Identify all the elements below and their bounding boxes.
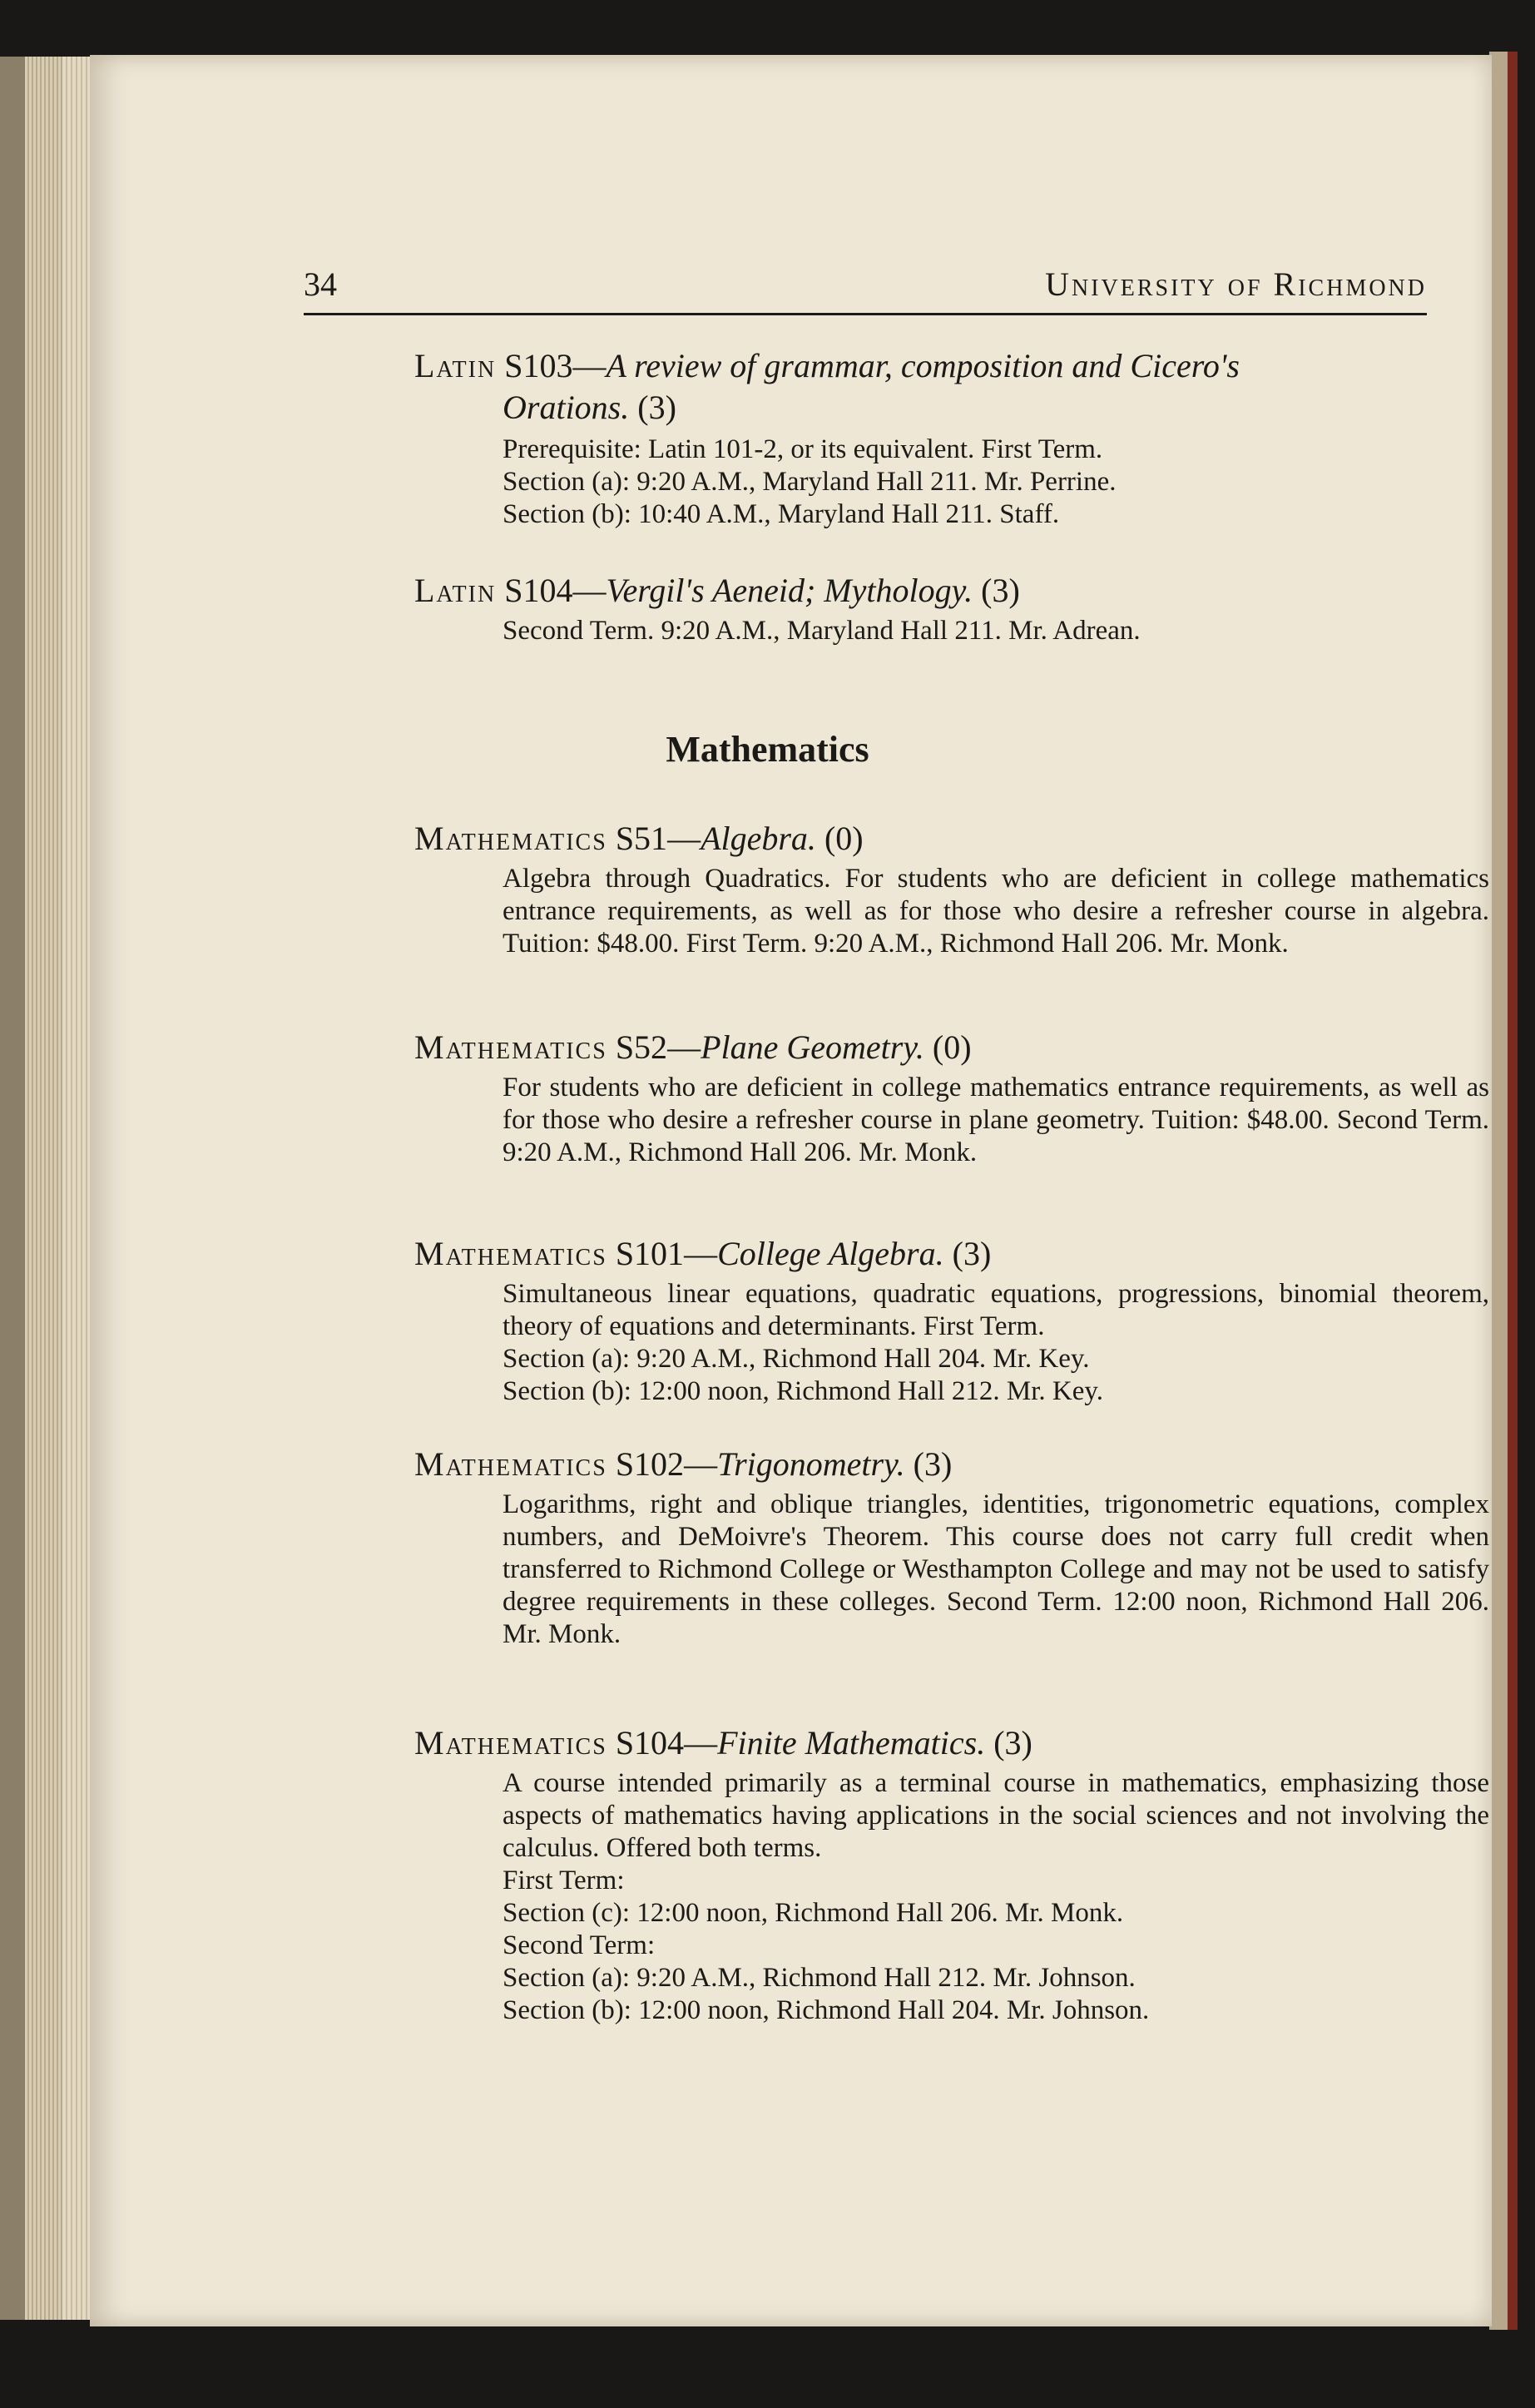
course-entry-math-s104 (416, 1722, 1489, 2027)
course-credits: (3) (981, 572, 1020, 609)
course-entry-latin-s103 (416, 345, 1489, 531)
course-separator: — (684, 1235, 718, 1272)
course-title-line-2 (503, 387, 1489, 429)
term-label-first: First Term: (503, 1865, 625, 1895)
course-separator: — (572, 572, 607, 609)
course-entry-math-s102 (416, 1444, 1489, 1651)
description-text: A course intended primarily as a terminal course in mathematics, emphasizing those aspects of mathematics having applications in the social sciences and not involving the calculus. Offered both terms. (503, 1768, 1489, 1863)
page-edges-left (25, 57, 62, 2320)
course-entry-math-s101 (416, 1233, 1489, 1408)
course-number: S51 (615, 820, 668, 857)
course-title: Trigonometry. (717, 1445, 905, 1483)
course-entry-math-s51 (416, 818, 1489, 960)
course-credits: (3) (637, 389, 676, 426)
course-number: S102 (615, 1445, 685, 1483)
detail-line: Section (a): 9:20 A.M., Richmond Hall 212. Mr. Johnson. (503, 1963, 1136, 1993)
description-text: Simultaneous linear equations, quadratic equations, progressions, binomial theorem, theory of equations and determinants. First Term. (503, 1279, 1489, 1341)
course-description (503, 863, 1489, 960)
course-title: Algebra. (701, 820, 816, 857)
page-number: 34 (304, 265, 337, 303)
course-dept: Mathematics (414, 1445, 607, 1483)
page-header (304, 265, 1427, 315)
course-separator: — (667, 820, 701, 857)
header-rule (304, 313, 1427, 315)
description-text: Algebra through Quadratics. For students who are deficient in college mathematics entrance requirements, as well as for those who desire a refresher course in algebra. Tuition: $48.00. First Term. 9:20 A.M., Richmond Hall 206. Mr. Monk. (503, 864, 1489, 959)
course-entry-latin-s104 (416, 570, 1489, 647)
term-label-second: Second Term: (503, 1930, 656, 1960)
course-dept: Latin (414, 572, 497, 609)
course-credits: (3) (913, 1445, 953, 1483)
detail-line: Section (b): 10:40 A.M., Maryland Hall 211. Staff. (503, 499, 1060, 529)
course-title-line (414, 1233, 1489, 1275)
book-cover-edge-right (1508, 52, 1518, 2330)
course-title-line (414, 1444, 1489, 1485)
course-dept: Latin (414, 347, 497, 384)
course-dept: Mathematics (414, 1235, 607, 1272)
detail-line: Second Term. 9:20 A.M., Maryland Hall 211. Mr. Adrean. (503, 616, 1141, 646)
course-separator: — (667, 1028, 701, 1066)
course-number: S101 (615, 1235, 685, 1272)
course-description (503, 1278, 1489, 1408)
section-heading-mathematics: Mathematics (666, 729, 869, 770)
course-dept: Mathematics (414, 1028, 607, 1066)
detail-line: Section (b): 12:00 noon, Richmond Hall 212. Mr. Key. (503, 1376, 1103, 1406)
course-title-cont: Orations. (503, 389, 630, 426)
course-title: College Algebra. (717, 1235, 944, 1272)
detail-line: Section (c): 12:00 noon, Richmond Hall 206. Mr. Monk. (503, 1898, 1124, 1928)
course-title-line (414, 818, 1489, 860)
course-separator: — (572, 347, 607, 384)
course-description (503, 1072, 1489, 1169)
course-separator: — (684, 1724, 718, 1761)
course-dept: Mathematics (414, 820, 607, 857)
book-cover-edge (0, 57, 25, 2320)
course-title: A review of grammar, composition and Cicero's (606, 347, 1240, 384)
course-title-line (414, 345, 1489, 387)
course-entry-math-s52 (416, 1027, 1489, 1169)
course-title-line (414, 570, 1489, 612)
page-edges-left-inner (62, 57, 92, 2320)
course-credits: (3) (952, 1235, 992, 1272)
detail-line: Section (a): 9:20 A.M., Maryland Hall 211. Mr. Perrine. (503, 467, 1117, 497)
course-title: Finite Mathematics. (717, 1724, 986, 1761)
course-title-line (414, 1027, 1489, 1068)
course-description (503, 1767, 1489, 2027)
course-title: Plane Geometry. (701, 1028, 924, 1066)
course-number: S104 (504, 572, 573, 609)
course-dept: Mathematics (414, 1724, 607, 1761)
detail-line: Prerequisite: Latin 101-2, or its equivalent. First Term. (503, 434, 1103, 464)
course-title: Vergil's Aeneid; Mythology. (606, 572, 973, 609)
course-credits: (0) (824, 820, 864, 857)
course-details (503, 615, 1489, 647)
course-separator: — (684, 1445, 718, 1483)
course-credits: (0) (932, 1028, 972, 1066)
course-title-line (414, 1722, 1489, 1764)
course-number: S103 (504, 347, 573, 384)
course-number: S52 (615, 1028, 668, 1066)
detail-line: Section (b): 12:00 noon, Richmond Hall 204. Mr. Johnson. (503, 1995, 1150, 2025)
detail-line: Section (a): 9:20 A.M., Richmond Hall 204. Mr. Key. (503, 1344, 1090, 1374)
page-edges-right (1489, 52, 1508, 2330)
course-number: S104 (615, 1724, 685, 1761)
course-description (503, 1489, 1489, 1651)
description-text: Logarithms, right and oblique triangles, identities, trigonometric equations, complex numbers, and DeMoivre's Theorem. This course does not carry full credit when transferred to Richmond College or Westhampton College and may not be used to satisfy degree requirements in these colleges. Second Term. 12:00 noon, Richmond Hall 206. Mr. Monk. (503, 1489, 1489, 1649)
running-head: University of Richmond (1045, 265, 1427, 303)
course-details (503, 434, 1489, 531)
course-credits: (3) (993, 1724, 1032, 1761)
description-text: For students who are deficient in college mathematics entrance requirements, as well as for those who desire a refresher course in plane geometry. Tuition: $48.00. Second Term. 9:20 A.M., Richmond Hall 206. Mr. Monk. (503, 1073, 1489, 1167)
